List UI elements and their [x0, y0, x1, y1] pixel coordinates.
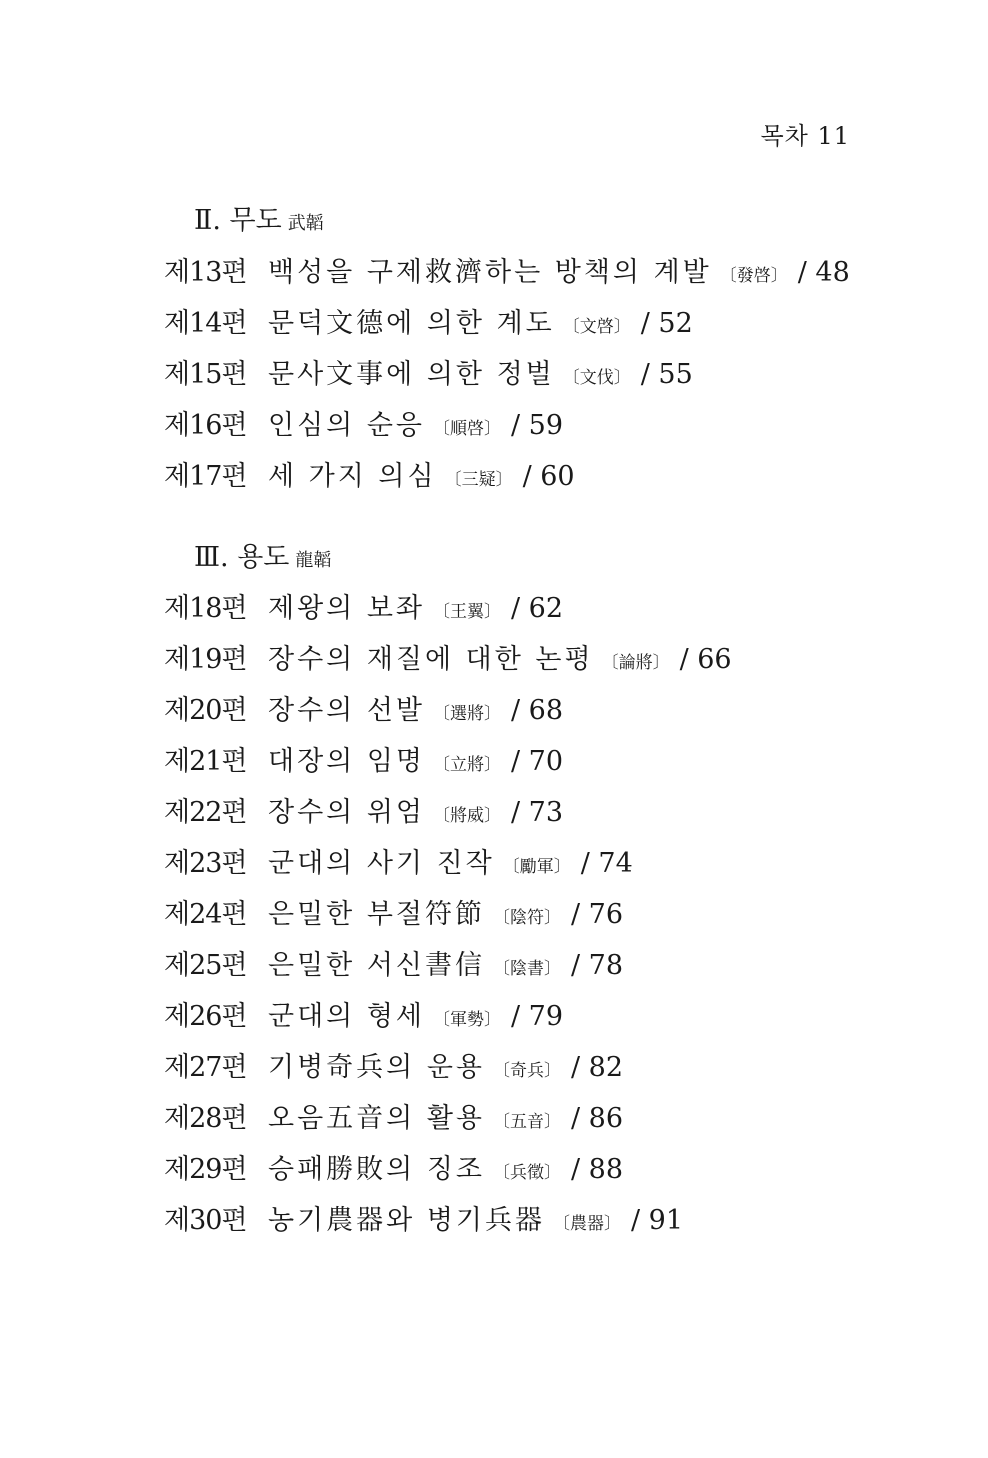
- chapter-number: 제17편: [164, 461, 247, 492]
- chapter-title: 기병奇兵의 운용: [268, 1052, 485, 1083]
- section-heading: [194, 535, 331, 574]
- chapter-original-title: 〔陰符〕: [493, 908, 561, 928]
- page-number: / 78: [571, 950, 624, 981]
- chapter-number: 제16편: [164, 410, 247, 441]
- chapter-title: 승패勝敗의 징조: [268, 1154, 485, 1185]
- chapter-title: 오음五音의 활용: [268, 1103, 485, 1134]
- page-number: / 73: [511, 797, 564, 828]
- chapter-original-title: 〔奇兵〕: [493, 1061, 561, 1081]
- chapter-original-title: 〔農器〕: [553, 1214, 621, 1234]
- page-number: / 60: [522, 461, 575, 492]
- chapter-number: 제13편: [164, 257, 247, 288]
- page-number: / 74: [580, 848, 633, 879]
- chapter-original-title: 〔文啓〕: [562, 317, 631, 337]
- page-number: / 62: [511, 593, 564, 624]
- section-title: Ⅲ. 용도: [194, 542, 290, 573]
- section-hanja: 武韜: [287, 213, 324, 234]
- chapter-title: 세 가지 의심: [268, 461, 437, 492]
- chapter-original-title: 〔王翼〕: [433, 602, 501, 622]
- chapter-title: 문덕文德에 의한 계도: [268, 308, 555, 339]
- chapter-number: 제21편: [164, 746, 247, 777]
- chapter-number: 제18편: [164, 593, 247, 624]
- page-number: / 88: [571, 1154, 624, 1185]
- toc-entry[interactable]: [164, 250, 850, 289]
- running-header: 목차 11: [760, 122, 850, 150]
- chapter-title: 은밀한 서신書信: [268, 950, 485, 981]
- chapter-title: 문사文事에 의한 정벌: [268, 359, 555, 390]
- toc-entry[interactable]: [164, 403, 563, 442]
- chapter-number: 제29편: [164, 1154, 247, 1185]
- chapter-original-title: 〔勵軍〕: [502, 857, 571, 877]
- section-heading: [194, 198, 324, 237]
- toc-entry[interactable]: [164, 352, 693, 391]
- chapter-original-title: 〔文伐〕: [562, 368, 631, 388]
- chapter-original-title: 〔軍勢〕: [433, 1010, 501, 1030]
- chapter-title: 은밀한 부절符節: [268, 899, 485, 930]
- chapter-original-title: 〔發啓〕: [719, 266, 788, 286]
- toc-entry[interactable]: [164, 586, 563, 625]
- section-title: Ⅱ. 무도: [194, 205, 282, 236]
- chapter-number: 제20편: [164, 695, 247, 726]
- chapter-number: 제25편: [164, 950, 247, 981]
- page-number: / 70: [511, 746, 564, 777]
- toc-entry[interactable]: [164, 943, 623, 982]
- chapter-title: 장수의 선발: [268, 695, 425, 726]
- chapter-title: 인심의 순응: [268, 410, 425, 441]
- chapter-title: 장수의 위엄: [268, 797, 425, 828]
- page-number: / 91: [631, 1205, 684, 1236]
- chapter-number: 제24편: [164, 899, 247, 930]
- page-number: / 59: [511, 410, 564, 441]
- chapter-original-title: 〔論將〕: [601, 653, 670, 673]
- chapter-number: 제23편: [164, 848, 247, 879]
- chapter-number: 제19편: [164, 644, 247, 675]
- chapter-number: 제15편: [164, 359, 247, 390]
- chapter-title: 대장의 임명: [268, 746, 425, 777]
- page-number: / 82: [571, 1052, 624, 1083]
- chapter-number: 제28편: [164, 1103, 247, 1134]
- chapter-title: 제왕의 보좌: [268, 593, 425, 624]
- chapter-title: 백성을 구제救濟하는 방책의 계발: [268, 257, 712, 288]
- chapter-original-title: 〔兵徵〕: [493, 1163, 561, 1183]
- toc-entry[interactable]: [164, 688, 563, 727]
- toc-entry[interactable]: [164, 790, 563, 829]
- page-number: / 52: [640, 308, 693, 339]
- page-number: / 66: [679, 644, 732, 675]
- page-number: / 68: [511, 695, 564, 726]
- toc-entry[interactable]: [164, 1147, 623, 1186]
- toc-entry[interactable]: [164, 1198, 683, 1237]
- toc-entry[interactable]: [164, 1045, 623, 1084]
- chapter-number: 제30편: [164, 1205, 247, 1236]
- page-number: / 76: [571, 899, 624, 930]
- toc-entry[interactable]: [164, 994, 563, 1033]
- page-number: / 86: [571, 1103, 624, 1134]
- chapter-title: 군대의 형세: [268, 1001, 425, 1032]
- chapter-number: 제27편: [164, 1052, 247, 1083]
- toc-entry[interactable]: [164, 841, 633, 880]
- page-number: / 48: [797, 257, 850, 288]
- chapter-original-title: 〔三疑〕: [444, 470, 513, 490]
- chapter-original-title: 〔陰書〕: [493, 959, 561, 979]
- chapter-number: 제14편: [164, 308, 247, 339]
- chapter-original-title: 〔將威〕: [433, 806, 501, 826]
- chapter-number: 제26편: [164, 1001, 247, 1032]
- page-number: / 79: [511, 1001, 564, 1032]
- chapter-original-title: 〔五音〕: [493, 1112, 561, 1132]
- toc-entry[interactable]: [164, 454, 575, 493]
- chapter-title: 군대의 사기 진작: [268, 848, 495, 879]
- chapter-title: 장수의 재질에 대한 논평: [268, 644, 594, 675]
- toc-entry[interactable]: [164, 301, 693, 340]
- section-hanja: 龍韜: [295, 550, 332, 571]
- chapter-original-title: 〔選將〕: [433, 704, 501, 724]
- chapter-original-title: 〔順啓〕: [433, 419, 501, 439]
- chapter-original-title: 〔立將〕: [433, 755, 501, 775]
- toc-entry[interactable]: [164, 892, 623, 931]
- toc-entry[interactable]: [164, 739, 563, 778]
- chapter-title: 농기農器와 병기兵器: [268, 1205, 545, 1236]
- toc-entry[interactable]: [164, 1096, 623, 1135]
- chapter-number: 제22편: [164, 797, 247, 828]
- toc-entry[interactable]: [164, 637, 732, 676]
- page-number: / 55: [640, 359, 693, 390]
